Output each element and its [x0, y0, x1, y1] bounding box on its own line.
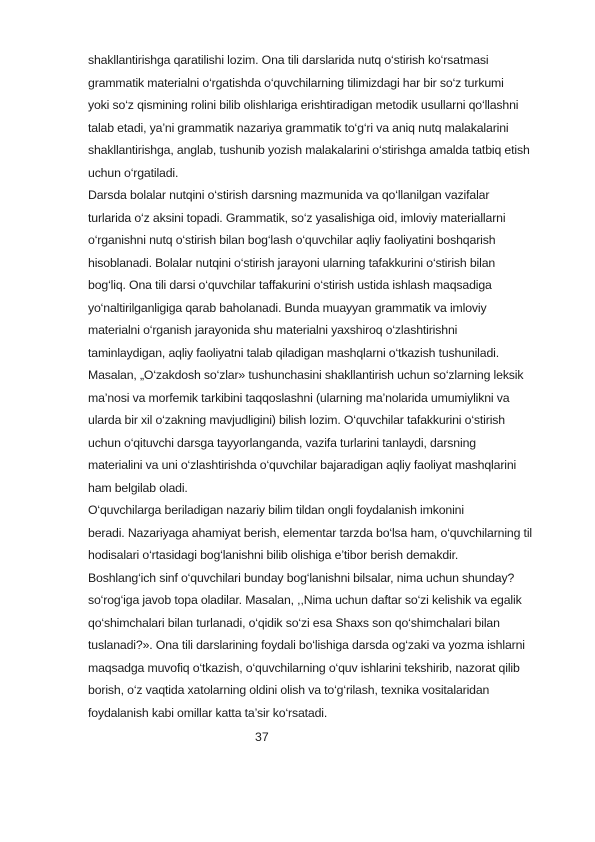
text-line: foydalanish kabi omillar katta ta’sir ko‘rsatadi.: [88, 705, 328, 720]
text-line: taminlaydigan, aqliy faoliyatni talab qiladigan mashqlarni o‘tkazish tushuniladi.: [88, 345, 499, 360]
text-line: yoki so‘z qismining rolini bilib olishlariga erishtiradigan metodik usullarni qo‘llashni: [88, 98, 519, 112]
text-line: ma’nosi va morfemik tarkibini taqqoslashni (ularning ma’nolarida umumiylikni va: [88, 390, 510, 405]
text-line: uchun o‘qituvchi darsga tayyorlanganda, vazifa turlarini tanlaydi, darsning: [88, 435, 476, 450]
text-line: shakllantirishga qaratilishi lozim. Ona tili darslarida nutq o‘stirish ko‘rsatmasi: [88, 53, 489, 67]
text-line: ham belgilab oladi.: [88, 480, 188, 495]
text-line: O‘quvchilarga beriladigan nazariy bilim tildan ongli foydalanish imkonini: [88, 503, 464, 517]
text-line: borish, o‘z vaqtida xatolarning oldini olish va to‘g‘rilash, texnika vositalaridan: [88, 683, 490, 697]
text-line: o‘rganishni nutq o‘stirish bilan bog‘lash o‘quvchilar aqliy faoliyatini boshqarish: [88, 233, 496, 247]
text-line: ularda bir xil o‘zakning mavjudligini) bilish lozim. O‘quvchilar tafakkurini o‘stirish: [88, 413, 505, 427]
text-line: so‘rog‘iga javob topa oladilar. Masalan, ,,Nima uchun daftar so‘zi kelishik va egalik: [88, 593, 522, 607]
body-text: [88, 49, 588, 724]
text-line: materialini va uni o‘zlashtirishda o‘quvchilar bajaradigan aqliy faoliyat mashqlarini: [88, 458, 517, 472]
text-line: tuslanadi?». Ona tili darslarining foydali bo‘lishiga darsda og‘zaki va yozma ishlarni: [88, 638, 525, 652]
text-line: bog‘liq. Ona tili darsi o‘quvchilar taffakurini o‘stirish ustida ishlash maqsadiga: [88, 278, 492, 292]
text-line: materialni o‘rganish jarayonida shu materialni yaxshiroq o‘zlashtirishni: [88, 323, 458, 337]
text-line: talab etadi, ya’ni grammatik nazariya grammatik to‘g‘ri va aniq nutq malakalarini: [88, 120, 509, 135]
text-line: Darsda bolalar nutqini o‘stirish darsning mazmunida va qo‘llanilgan vazifalar: [88, 188, 490, 202]
text-line: uchun o‘rgatiladi.: [88, 165, 179, 180]
text-line: hodisalari o‘rtasidagi bog‘lanishni bilib olishiga e’tibor berish demakdir.: [88, 548, 459, 562]
text-line: beradi. Nazariyaga ahamiyat berish, elementar tarzda bo‘lsa ham, o‘quvchilarning til: [88, 525, 532, 540]
text-line: hisoblanadi. Bolalar nutqini o‘stirish jarayoni ularning tafakkurini o‘stirish bilan: [88, 255, 496, 270]
text-line: Boshlang‘ich sinf o‘quvchilari bunday bog‘lanishni bilsalar, nima uchun shunday?: [88, 570, 515, 585]
text-line: Masalan, „O‘zakdosh so‘zlar» tushunchasini shakllantirish uchun so‘zlarning leksik: [88, 368, 524, 382]
text-line: grammatik materialni o‘rgatishda o‘quvchilarning tilimizdagi har bir so‘z turkumi: [88, 75, 504, 90]
page-number: 37: [255, 730, 269, 744]
text-line: shakllantirishga, anglab, tushunib yozish malakalarini o‘stirishga amalda tatbiq etish: [88, 143, 530, 157]
text-line: yo‘naltirilganligiga qarab baholanadi. Bunda muayyan grammatik va imloviy: [88, 300, 487, 315]
text-line: maqsadga muvofiq o‘tkazish, o‘quvchilarning o‘quv ishlarini tekshirib, nazorat qilib: [88, 660, 520, 675]
text-line: turlarida o‘z aksini topadi. Grammatik, so‘z yasalishiga oid, imloviy materiallarni: [88, 210, 506, 225]
text-line: qo‘shimchalari bilan turlanadi, o‘qidik so‘zi esa Shaxs son qo‘shimchalari bilan: [88, 615, 500, 630]
